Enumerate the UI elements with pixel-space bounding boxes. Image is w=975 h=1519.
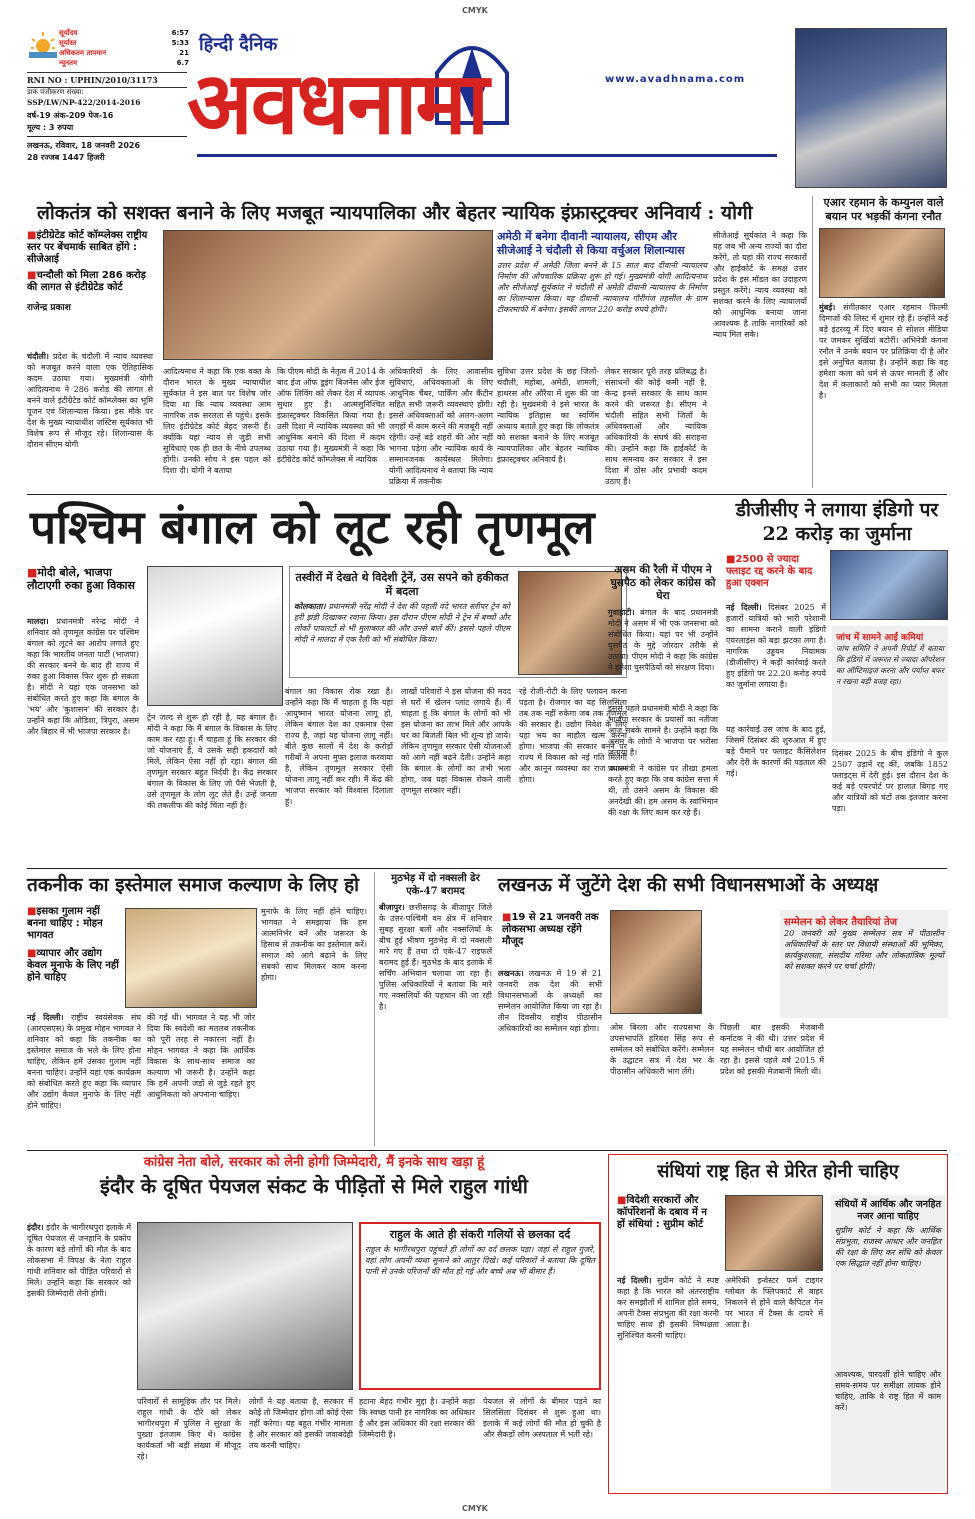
treaties-side-body-2: आवश्यक, पारदर्शी होने चाहिए और समय-समय पर समीक्षा लायक होने चाहिए, ताकि वे राष्ट्र हित में काम करें। [835,1370,941,1412]
volume: वर्ष-19 अंक-209 पेज-16 [27,111,114,120]
story-text: प्रधानमंत्री नरेंद्र मोदी ने देश की पहली वंदे भारत स्लीपर ट्रेन को हरी झंडी दिखाकर रवाना किया। इस दौरान पीएम मोदी ने ट्रेन में बच्चों और लोकों पायलटों से भी मुलाकात की और उनसे बातें कीं। इससे पहले पीएम मोदी ने मालदा में एक रैली को भी संबोधित किया। [294,602,510,644]
speakers-col-1 [498,968,602,1142]
divider [27,494,947,495]
yogi-col-1 [27,351,153,479]
yogi-col-2: आदित्यनाथ ने कहा कि एक वक्त के दौरान भारत के मुख्य न्यायाधीश सूर्यकांत ने इस बात पर विशेष जोर दिया था कि न्याय व्यवस्था आम नागरिक तक सरलता से पहुंचे। इसके लिए इंटीग्रेटेड कोर्ट बेहद जरूरी हैं। क्योंकि यहां न्याय से जुड़ी सभी सुविधाएं एक ही छत के नीचे उपलब्ध होंगी। उनकी सोच ने इस पहल को दिशा दी। योगी ने बताया [163,367,271,475]
sammelan-title: सम्मेलन को लेकर तैयारियां तेज [784,917,898,928]
weather-row [59,38,189,48]
registration-mark: CMYK [462,6,488,15]
weather-value: 6.7 [176,59,189,67]
bengal-col-4: लाखों परिवारों ने इस योजना की मदद से घरों में खेलन प्लांट लगाये हैं। मैं चाहता हूं कि बंगाल के लोगों को भी इस योजना का लाभ मिले और आपके घर का बिजली बिल भी शून्य हो जाये। लेकिन तृणमूल सरकार ऐसी योजनाओं को आगे नहीं बढ़ने देती। उन्होंने कहा कि बंगाल के लोगों का तभी भला होगा, जब यहां विकास रोकने वाली तृणमूल सरकार नहीं। [401,687,511,795]
price: मूल्य : 3 रुपया [27,123,74,132]
dateline: मालदा। [27,616,49,626]
supreme-court-photo [725,1195,823,1271]
yogi-col-6: लेकर सरकार पूरी तरह प्रतिबद्ध है। संसाधनों की कोई कमी नहीं है, केन्द्र इनसे सरकार के साथ काम करने की जरूरत है। सीएम ने चंदौली सहित सभी जिलों के अधिवक्ताओं और न्यायिक अधिकारियों के संघर्ष की सराहना की। उन्होंने कहा कि हाईकोर्ट के साथ समन्वय कर सरकार ने इस दिशा में ठोस और प्रभावी कदम उठाए हैं। [605,367,707,486]
trains-headline[interactable]: तस्वीरों में देखते थे विदेशी ट्रेनें, उस सपने को हकीकत में बदला [295,571,509,598]
technology-col-2: की गई थी। भागवत ने यह भी जोर दिया कि स्वदेशी का मतलब तकनीक को पूरी तरह से नकारना नहीं है। मोहन भागवत ने कहा कि आर्थिक विकास के साथ-साथ समाज का कल्याण भी जरूरी है। उन्होंने कहा कि हमें अपनी जड़ों से जुड़े रहते हुए आधुनिकता को अपनाना चाहिए। [147,1013,255,1099]
weather-value: 5:33 [171,39,189,47]
postal-number: SSP/LW/NP-422/2014-2016 [27,98,141,107]
headline-bengal[interactable]: पश्चिम बंगाल को लूट रही तृणमूल [30,500,595,554]
trains-body [294,601,510,667]
technology-col-3: मुनाफे के लिए नहीं होने चाहिए। भागवत ने समझाया कि हम आत्मनिर्भर बनें और जरूरत के हिसाब से तकनीक का इस्तेमाल करें। समाज को आगे बढ़ाने के लिए सबको साथ मिलकर काम करना होगा। [261,907,367,982]
indore-headline[interactable]: इंदौर के दूषित पेयजल संकट के पीड़ितों से मिले राहुल गांधी [100,1174,528,1198]
yogi-col-7: सीजेआई सूर्यकांत ने कहा कि यह जब भी अन्य राज्यों का दौरा करेंगे, तो यहां की राज्य सरकारों और हाईकोर्ट के समक्ष उत्तर प्रदेश के इस मॉडल का उदाहरण प्रस्तुत करेंगे। न्याय व्यवस्था को सशक्त करने के लिए न्यायालयों को आधुनिक बनाया जाना आवश्यक है ताकि नागरिकों को न्याय मिल सके। [713,231,807,339]
bullet-chandauli: ■ चन्दौली को मिला 286 करोड़ की लागत से इंटीग्रेटेड कोर्ट [27,270,153,294]
technology-bullets [27,906,119,984]
byline: राजेन्द्र प्रकाश [27,303,71,313]
treaties-side-box [831,1195,945,1491]
bengal-col-5: रहे रोजी-रोटी के लिए पलायन करना पड़ता है। रोजगार का यह सिलसिला तब तक नहीं रुकेगा जब तक तृणमूल की सरकार है। उद्योग निवेश के लिए यहां भय का माहौल खत्म करना होगा। भाजपा की सरकार बनने पर राज्य में विकास को नई गति मिलेगी और कानून व्यवस्था का राज कायम होगा। [519,687,627,784]
dateline: कोलकाता। [294,601,326,611]
weather-list [59,28,189,68]
story-text: लखनऊ में 19 से 21 जनवरी तक देश की सभी विधानसभाओं के अध्यक्षों का सम्मेलन आयोजित किया जा रहा है। तीन दिवसीय राष्ट्रीय पीठासीन अधिकारियों का सम्मेलन यहां होगा। [498,969,602,1033]
dateline: बीजापुर। [379,902,405,912]
assam-body-2: इससे पहले प्रधानमंत्री मोदी ने कहा कि भाजपा सरकार के प्रयासों का नतीजा आज सबके सामने है। उन्होंने कहा कि असम के लोगों ने भाजपा पर भरोसा जताया है। [608,704,718,757]
treaties-col-1 [617,1275,719,1489]
divider [27,136,187,137]
story-treaties [608,1154,948,1494]
tagline: हिन्दी दैनिक [199,34,278,55]
rahman-headline[interactable]: एआर रहमान के कम्युनल वाले बयान पर भड़कीं कंगना रनौत [823,196,944,223]
dateline: नई दिल्ली। [726,602,762,612]
speakers-col-3: पिछली बार इसकी मेजबानी कर्नाटक ने की थी। उत्तर प्रदेश में यह सम्मेलन चौथी बार आयोजित हो रहा है। इससे पहले वर्ष 2015 में प्रदेश को इसकी मेजबानी मिली थी। [720,1023,824,1076]
treaties-headline[interactable]: संधियां राष्ट्र हित से प्रेरित होनी चाहिए [657,1161,899,1182]
trains-box [289,566,627,678]
weather-label: सूर्यास्त [59,39,77,47]
rni-number: RNI NO : UPHIN/2010/31173 [27,72,187,88]
story-technology [27,872,367,1146]
bullet-dgca: ■ 2500 से ज्यादा फ्लाइट रद्द करने के बाद हुआ एक्शन [726,554,822,590]
dgca-headline[interactable]: डीजीसीए ने लगाया इंडिगो पर 22 करोड़ का जुर्माना [735,499,939,545]
rahul-box-body: राहुल के भागीरथपुरा पहुंचते ही लोगों का दर्द छलक पड़ा। जहां से राहुल गुजरे, वहां लोग अपनी व्यथा सुनाने को आतुर दिखे। कई परिवारों ने बताया कि दूषित पानी से उनके परिजनों की मौत हो गई और बच्चे अब भी बीमार हैं। [365,1245,595,1276]
om-birla-photo [610,910,702,1014]
weather-label: न्यूनतम [59,59,78,67]
indore-col-1 [27,1222,131,1490]
weather-label: अधिकतम तापमान [59,49,107,57]
indigo-photo [830,550,948,620]
story-text: प्रदेश के चंदौली में न्याय व्यवस्था को मजबूत करने वाला एक ऐतिहासिक कदम उठाया गया। मुख्यमंत्री योगी आदित्यनाथ ने 286 करोड़ की लागत से बनने वाले इंटीग्रेटेड कोर्ट कॉम्प्लेक्स का भूमि पूजन एवं शिलान्यास किया। इस मौके पर देश के मुख्य न्यायाधीश जस्टिस सूर्यकांत भी विशेष रूप से मौजूद रहे। शिलान्यास के दौरान सीएम योगी [27,352,154,449]
weather-label: सूर्योदय [59,29,78,37]
modi-photo [147,566,283,706]
assam-headline[interactable]: असम की रैली में पीएम ने घुसपैठ को लेकर कांग्रेस को घेरा [610,564,716,602]
weather-row [59,58,189,68]
dateline: नई दिल्ली। [617,1275,652,1285]
bullet-cji: ■ इंटीग्रेटेड कोर्ट कॉम्प्लेक्स राष्ट्रीय स्तर पर बेंचमार्क साबित होंगे : सीजेआई [27,230,153,266]
technology-headline[interactable]: तकनीक का इस्तेमाल समाज कल्याण के लिए हो [27,874,360,896]
story-text: संगीतकार एआर रहमान फिल्मी दिग्गजों की लिस्ट में शुमार रहे हैं। उन्होंने कई बड़े इंटरव्यू में दिए बयान से सोशल मीडिया पर जमकर सुर्खियां बटोरीं। अभिनेत्री कंगना रनौत ने उनके बयान पर प्रतिक्रिया दी है और इसे अनुचित बताया है। उन्होंने कहा कि वह हमेशा कला को धर्म से ऊपर मानती हैं और देश में कलाकारों को सभी का प्यार मिलता है। [819,303,948,400]
speakers-col-2: ओम बिरला और राज्यसभा के उपसभापति हरिवंश सिंह रूप से सम्मेलन को संबोधित करेंगे। सम्मेलन के उद्घाटन सत्र में देश भर के पीठासीन अधिकारी भाग लेंगे। [610,1023,714,1076]
postal-label: डाक पंजीकरण संख्या: [27,88,84,96]
dateline: चंदौली। [27,351,49,361]
story-rahman [812,196,948,488]
dateline: लखनऊ। [498,968,524,978]
masthead-baseline [197,154,777,157]
story-text: इंदौर के भागीरथपुरा इलाके में दूषित पेयजल से जनहानि के प्रकोप के कारण बड़े लोगों की मौत के बाद लोकसभा में विपक्ष के नेता राहुल गांधी शनिवार को पीड़ित परिवारों से मिले। उन्होंने कहा कि सरकार को इसकी जिम्मेदारी लेनी होगी। [27,1223,131,1298]
rahul-box [359,1222,601,1390]
bhagwat-photo [125,908,257,1008]
treaties-side-body: सुप्रीम कोर्ट ने कहा कि आर्थिक संप्रभुता, राजस्व आधार और जनहित की रक्षा के लिए कर संधि को केवल एक सिद्धांत नहीं होना चाहिए। [835,1226,941,1268]
weather-row [59,48,189,58]
story-text: प्रधानमंत्री नरेन्द्र मोदी ने शनिवार को तृणमूल कांग्रेस पर पश्चिम बंगाल को लूटने का आरोप लगाते हुए कहा कि भारतीय जनता पार्टी (भाजपा) की सरकार बनने के बाद ही राज्य में रुका हुआ विकास फिर शुरू हो सकता है। मोदी ने यहां एक जनसभा को संबोधित करते हुए कहा कि बंगाल के 'भय' और 'कुशासन' की सरकार है। उन्होंने कहा कि ओडिशा, त्रिपुरा, असम और बिहार में भी भाजपा सरकार है। [27,617,139,736]
bullet-box [27,230,153,313]
guterres-photo [795,28,947,188]
amethi-box [497,230,707,352]
bengal-col-1 [27,616,139,856]
rahul-box-title: राहुल के आते ही संकरी गलियों से छलका दर्द [389,1228,571,1241]
story-naxal [374,872,492,1146]
bullet-treaties: ■ विदेशी सरकारों और कॉर्पोरेशनों के दबाव में न हों संधियां : सुप्रीम कोर्ट [617,1195,717,1231]
indore-col-5: पेयजल से लोगों के बीमार पड़ने का सिलसिला दिसंबर से शुरू हुआ था। इलाके में कई लोगों की मौत हो चुकी है और सैकड़ों लोग अस्पताल में भर्ती रहे। [483,1397,601,1439]
assam-body-3: प्रधानमंत्री ने कांग्रेस पर तीखा हमला करते हुए कहा कि जब कांग्रेस सत्ता में थी, तो उसने असम के विकास की अनदेखी की। हम असम के स्वाभिमान की रक्षा के लिए काम कर रहे हैं। [608,764,718,817]
dateline: इंदौर। [27,1222,44,1232]
bullet-speakers: ■ 19 से 21 जनवरी तक लोकसभा अध्यक्ष रहेंगे मौजूद [502,912,602,948]
inquiry-title: जांच में सामने आईं कमियां [836,633,924,643]
amethi-headline[interactable]: अमेठी में बनेगा दीवानी न्यायालय, सीएम और सीजेआई ने चंदौली से किया वर्चुअल शिलान्यास [497,230,685,257]
rahul-photo [137,1222,353,1390]
trains-photo [518,571,622,675]
weather-value: 21 [179,49,189,57]
assam-body-1 [608,607,718,703]
naxal-body [379,902,492,1132]
story-text: राष्ट्रीय स्वयंसेवक संघ (आरएसएस) के प्रमुख मोहन भागवत ने शनिवार को कहा कि तकनीक का इस्तेमाल समाज के भले के लिए होना चाहिए, लेकिन हमें उसका गुलाम नहीं बनना चाहिए। उन्होंने यहां एक कार्यक्रम को संबोधित करते हुए कहा कि व्यापार और उद्योग केवल मुनाफे के लिए नहीं होने चाहिए। [27,1013,141,1110]
rahman-photo [819,228,945,298]
weather-value: 6:57 [171,29,189,37]
indore-col-4: हटाना बेहद गंभीर मुद्दा है। उन्होंने कहा कि स्वच्छ पानी हर नागरिक का अधिकार है और इस अधिकार की रक्षा सरकार की जिम्मेदारी है। [359,1397,475,1439]
story-text: दिसंबर 2025 में हजारों यात्रियों को भारी परेशानी का सामना कराने वाली इंडिगो एयरलाइंस को बड़ा झटका लगा है। नागरिक उड्डयन नियामक (डीजीसीए) ने कड़ी कार्रवाई करते हुए इंडिगो पर 22.20 करोड़ रुपये का जुर्माना लगाया है। [726,603,827,689]
indore-col-2: परिवारों से सामूहिक तौर पर मिले। राहुल गांधी के दौरे को लेकर भागीरथपुरा में पुलिस ने सुरक्षा के पुख्ता इंतजाम किए थे। कांग्रेस कार्यकर्ता भी बड़ी संख्या में मौजूद रहे। [137,1397,241,1461]
story-yogi [27,196,807,488]
yogi-photo [163,230,493,360]
dateline: नई दिल्ली। [27,1012,64,1022]
indore-kicker: कांग्रेस नेता बोले, सरकार को लेनी होगी जिम्मेदारी, मैं इनके साथ खड़ा हूं [143,1155,485,1170]
bullet-bhagwat: ■ इसका गुलाम नहीं बनना चाहिए : मोहन भागवत [27,906,119,942]
headline-yogi[interactable]: लोकतंत्र को सशक्त बनाने के लिए मजबूत न्यायपालिका और बेहतर न्यायिक इंफ्रास्ट्रक्चर अनिवार्य : योगी [37,202,753,224]
story-speakers [498,872,948,1146]
indore-col-3: लोगों ने यह बताया है, सरकार में कोई तो जिम्मेदार होगा जो कोई ऐसा नहीं करेगा। यह बहुत गंभीर मामला है और सरकार को इसकी जवाबदेही तय करनी चाहिए। [249,1397,353,1450]
dgca-body-2: यह कार्रवाई उस जांच के बाद हुई, जिसमें दिसंबर की शुरुआत में हुए बड़े पैमाने पर फ्लाइट कैंसिलेशन और देरी के कारणों की पड़ताल की गई। [726,725,826,778]
newspaper-title: अवधनामा [187,54,488,154]
dateline: मुंबई। [819,302,836,312]
rahman-body [819,302,948,470]
registration-mark: CMYK [462,1504,488,1513]
treaties-side-title: संधियों में आर्थिक और जनहित नजर आना चाहिए [835,1199,941,1222]
sammelan-box [780,910,948,1018]
bengal-col-2: ट्रेन जल्द से शुरू हो रही है, यह बंगाल है। मोदी ने कहा कि मैं बंगाल के विकास के लिए काम कर रहा हूं। मैं चाहता हूं कि सरकार की जो योजनाएं हैं, वे उसके सही हकदारों को मिलें, लेकिन ऐसा नहीं हो रहा। बंगाल की तृणमूल सरकार बहुत निर्दयी है। केंद्र सरकार बंगाल के विकास के लिए जो पैसे भेजती है, उसे तृणमूल के लोग लूट लेते हैं। उन्हें जनता की तकलीफ की कोई चिंता नहीं है। [147,713,277,810]
divider [27,1150,947,1151]
dateline: गुवाहाटी। [608,607,635,617]
dgca-body-3: दिसंबर 2025 के बीच इंडिगो ने कुल 2507 उड़ानें रद्द कीं, जबकि 1852 फ्लाइट्स में देरी हुई। इस दौरान देश के कई बड़े एयरपोर्ट पर हालात बिगड़ गए और यात्रियों को घंटों तक इंतजार करना पड़ा। [832,749,948,813]
yogi-col-4: अधिकारियों के लिए आवासीय सुविधाएं, अधिवक्ताओं के लिए आधुनिक चैंबर, पार्किंग और कैंटीन सहित सभी जरूरी व्यवस्थाएं होंगी। इससे अधिवक्ताओं को अलग-अलग जगहों में काम करने की मजबूरी नहीं रहेगी। उन्हें बड़े शहरों की ओर नहीं भागना पड़ेगा और न्यायिक कार्य के सम्मानजनक कार्यस्थल मिलेगा। योगी आदित्यनाथ ने बताया कि न्याय प्रक्रिया में तकनीक [389,367,493,486]
treaties-col-2: अमेरिकी इन्वेस्टर फर्म टाइगर ग्लोबल के फ्लिपकार्ट से बाहर निकलने से होने वाले कैपिटल गेन पर भारत में टैक्स के दायरे में आता है। [725,1276,823,1329]
story-text: सुप्रीम कोर्ट ने स्पष्ट कहा है कि भारत को अंतरराष्ट्रीय कर समझौतों में शामिल होते समय, अपनी टैक्स संप्रभुता की रक्षा करनी चाहिए साथ ही इसकी निष्पक्षता सुनिश्चित करनी चाहिए। [617,1276,719,1340]
inquiry-box [832,626,948,742]
bullet-modi: ■ मोदी बोले, भाजपा लौटाएगी रुका हुआ विकास [27,566,139,592]
inquiry-body: जांच समिति ने अपनी रिपोर्ट में बताया कि इंडिगो में जरूरत से ज्यादा ऑपरेशन का ऑप्टिमाइज करना और पर्याप्त बफर न रखना बड़ी वजह रहा। [836,644,944,686]
bullet-business: ■ व्यापार और उद्योग केवल मुनाफे के लिए नहीं होने चाहिए [27,948,119,984]
hijri-date: 28 रज्जब 1447 हिजरी [27,153,105,162]
story-text: बंगाल के बाद प्रधानमंत्री मोदी ने असम में भी एक जनसभा को संबोधित किया। यहां पर भी उन्होंने घुसपैठ के मुद्दे जोरदार तरीके से उठाया। पीएम मोदी ने कहा कि कांग्रेस ने हमेशा घुसपैठियों को संरक्षण दिया। [608,608,719,672]
yogi-col-3: कि पीएम मोदी के नेतृत्व में 2014 के बाद ईज ऑफ डूइंग बिजनेस और ईज ऑफ लिविंग को लेकर देश में व्यापक सुधार हुए हैं। आत्मसुनिश्चित इंफ्रास्ट्रक्चर विकसित किया गया है। उसी दिशा में न्यायिक व्यवस्था को भी आधुनिक बनाने की दिशा में कदम उठाया गया है। मुख्यमंत्री ने कहा कि इंटीग्रेटेड कोर्ट कॉम्प्लेक्स में न्यायिक [277,367,386,464]
speakers-headline[interactable]: लखनऊ में जुटेंगे देश की सभी विधानसभाओं के अध्यक्ष [498,874,879,896]
masthead [27,28,947,188]
story-assam [608,564,718,862]
sammelan-body: 20 जनवरी को मुख्य सम्मेलन सत्र में पीठासीन अधिकारियों के स्तर पर विधायी संस्थाओं की भूमिका, कार्यकुशलता, संसदीय गरिमा और लोकतांत्रिक मूल्यों को सशक्त करने पर चर्चा होगी। [784,929,944,971]
issue-date: लखनऊ, रविवार, 18 जनवरी 2026 [27,141,141,150]
dgca-body-1 [726,602,826,722]
yogi-col-5: सुविधा उत्तर प्रदेश के छह जिलों- चंदौली, महोबा, अमेठी, शामली, हाथरस और औरैया में शुरू की जा रही है। मुख्यमंत्री ने इसे भारत के न्यायिक इतिहास का स्वर्णिम अध्याय बताते हुए कहा कि लोकतंत्र को सशक्त बनाने के लिए मजबूत न्यायपालिका और बेहतर न्यायिक इंफ्रास्ट्रक्चर अनिवार्य है। [497,367,599,464]
naxal-headline[interactable]: मुठभेड़ में दो नक्सली ढेर एके-47 बरामद [391,873,480,897]
sun-icon [29,30,57,58]
story-dgca [726,498,948,862]
divider [27,868,947,869]
website: www.avadhnama.com [605,74,746,85]
technology-col-1 [27,1012,141,1142]
amethi-body: उत्तर प्रदेश में अमेठी जिला बनने के 15 साल बाद दीवानी न्यायालय निर्माण की औपचारिक प्रक्रिया शुरू हो गई। मुख्यमंत्री योगी आदित्यनाथ और सीजेआई सूर्यकांत ने चंदौली से अमेठी दीवानी न्यायालय के निर्माण का शिलान्यास किया। यह दीवानी न्यायालय गौरीगंज तहसील के ग्राम टीकरमाफी में बनेगा। इसकी लागत 220 करोड़ रुपये होगी। [497,261,707,314]
weather-row [59,28,189,38]
story-indore [27,1154,601,1494]
bengal-col-3: बंगाल का विकास रोक रखा है। उन्होंने कहा कि मैं चाहता हूं कि यहां आयुष्मान भारत योजना लागू हो, लेकिन बंगाल देश का एकमात्र ऐसा राज्य है, जहां यह योजना लागू नहीं। बीते कुछ सालों में देश के करोड़ों गरीबों ने अपना मुफ्त इलाज करवाया है, लेकिन तृणमूल सरकार ऐसी योजना लागू नहीं कर रही। मैं केंद्र की भाजपा सरकार को विश्वास दिलाता हूं। [285,687,393,806]
story-text: छत्तीसगढ़ के बीजापुर जिले के उत्तर-पश्चिमी वन क्षेत्र में शनिवार सुबह सुरक्षा बलों और नक्सलियों के बीच हुई भीषण मुठभेड़ में दो नक्सली मारे गए हैं तथा दो एके-47 राइफलें बरामद हुई हैं। मुठभेड़ के बाद इलाके में सर्चिंग अभियान चलाया जा रहा है। पुलिस अधिकारियों ने बताया कि मारे गए नक्सलियों की पहचान की जा रही है। [379,903,493,1011]
